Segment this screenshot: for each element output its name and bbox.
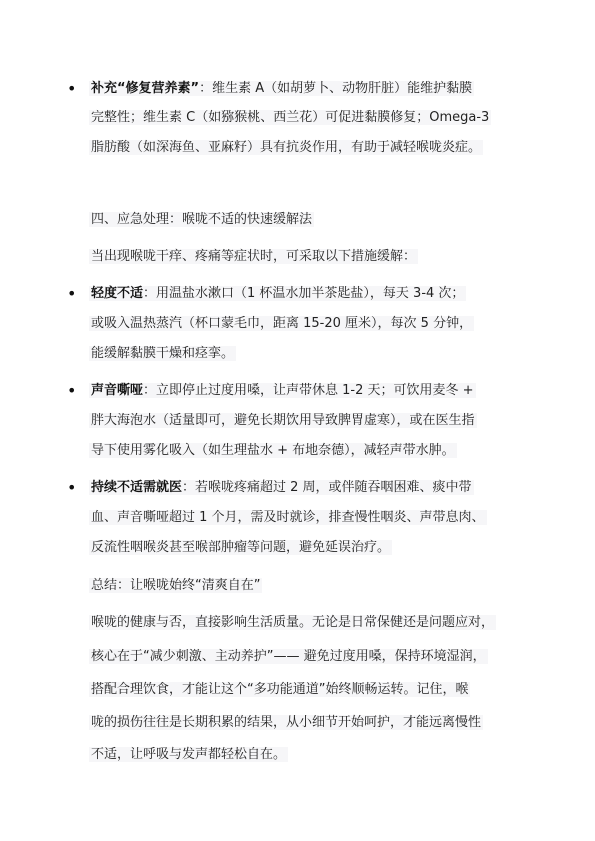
summary-heading-text: 总结：让喉咙始终“清爽自在” (91, 578, 261, 593)
summary-text: 不适，让呼吸与发声都轻松自在。 (91, 747, 287, 762)
section-intro-text: 当出现喉咙干痒、疼痛等症状时，可采取以下措施缓解： (91, 249, 417, 264)
hoarse-line-1 (89, 380, 476, 402)
persistent-line-3 (89, 537, 392, 559)
mild-text: 能缓解黏膜干燥和痉挛。 (91, 346, 235, 361)
section-heading-text: 四、应急处理：喉咙不适的快速缓解法 (91, 212, 313, 227)
summary-line (89, 646, 488, 668)
hoarse-line-2 (89, 410, 477, 432)
nutrition-bold-label: 补充“修复营养素” (91, 81, 200, 96)
section-heading (89, 209, 314, 231)
hoarse-bold-label: 声音嘶哑 (91, 383, 144, 398)
mild-line-3 (89, 343, 236, 365)
mild-line-1 (89, 283, 466, 305)
bullet-dot: • (67, 284, 77, 303)
persistent-text: 血、声音嘶哑超过 1 个月，需及时就诊，排查慢性咽炎、声带息肉、 (91, 510, 485, 525)
summary-line (89, 712, 483, 734)
persistent-text: ：若喉咙疼痛超过 2 周，或伴随吞咽困难、痰中带 (182, 480, 472, 495)
bullet-dot: • (67, 381, 77, 400)
summary-text: 咙的损伤往往是长期积累的结果，从小细节开始呵护，才能远离慢性 (91, 715, 482, 730)
hoarse-text: 导下使用雾化吸入（如生理盐水 + 布地奈德），减轻声带水肿。 (91, 443, 455, 458)
summary-text: 核心在于“减少刺激、主动养护”—— 避免过度用嗓，保持环境湿润， (91, 649, 486, 664)
mild-text: 或吸入温热蒸汽（杯口蒙毛巾，距离 15-20 厘米），每次 5 分钟， (91, 316, 473, 331)
summary-line (89, 744, 288, 766)
hoarse-line-3 (89, 440, 457, 462)
nutrition-text: 完整性；维生素 C（如猕猴桃、西兰花）可促进黏膜修复；Omega-3 (91, 110, 490, 125)
mild-text: ：用温盐水漱口（1 杯温水加半茶匙盐），每天 3-4 次； (143, 286, 465, 301)
section-intro (89, 246, 418, 268)
persistent-line-2 (89, 507, 487, 529)
mild-line-2 (89, 313, 474, 335)
persistent-line-1 (89, 477, 474, 499)
persistent-text: 反流性咽喉炎甚至喉部肿瘤等问题，避免延误治疗。 (91, 540, 391, 555)
summary-line (89, 612, 496, 634)
summary-text: 搭配合理饮食，才能让这个“多功能通道”始终顺畅运转。记住，喉 (91, 682, 469, 697)
nutrition-text: 脂肪酸（如深海鱼、亚麻籽）具有抗炎作用，有助于减轻喉咙炎症。 (91, 140, 482, 155)
nutrition-line-3 (89, 137, 483, 159)
summary-line (89, 679, 470, 701)
hoarse-text: ：立即停止过度用嗓，让声带休息 1-2 天；可饮用麦冬 + (143, 383, 474, 398)
nutrition-line-2 (89, 107, 491, 129)
persistent-bold-label: 持续不适需就医 (91, 480, 183, 495)
summary-heading (89, 575, 262, 597)
bullet-dot: • (67, 478, 77, 497)
nutrition-line-1 (89, 78, 474, 100)
bullet-dot: • (67, 79, 77, 98)
hoarse-text: 胖大海泡水（适量即可，避免长期饮用导致脾胃虚寒），或在医生指 (91, 413, 475, 428)
nutrition-text: ：维生素 A（如胡萝卜、动物肝脏）能维护黏膜 (199, 81, 473, 96)
summary-text: 喉咙的健康与否，直接影响生活质量。无论是日常保健还是问题应对， (91, 615, 495, 630)
mild-bold-label: 轻度不适 (91, 286, 144, 301)
